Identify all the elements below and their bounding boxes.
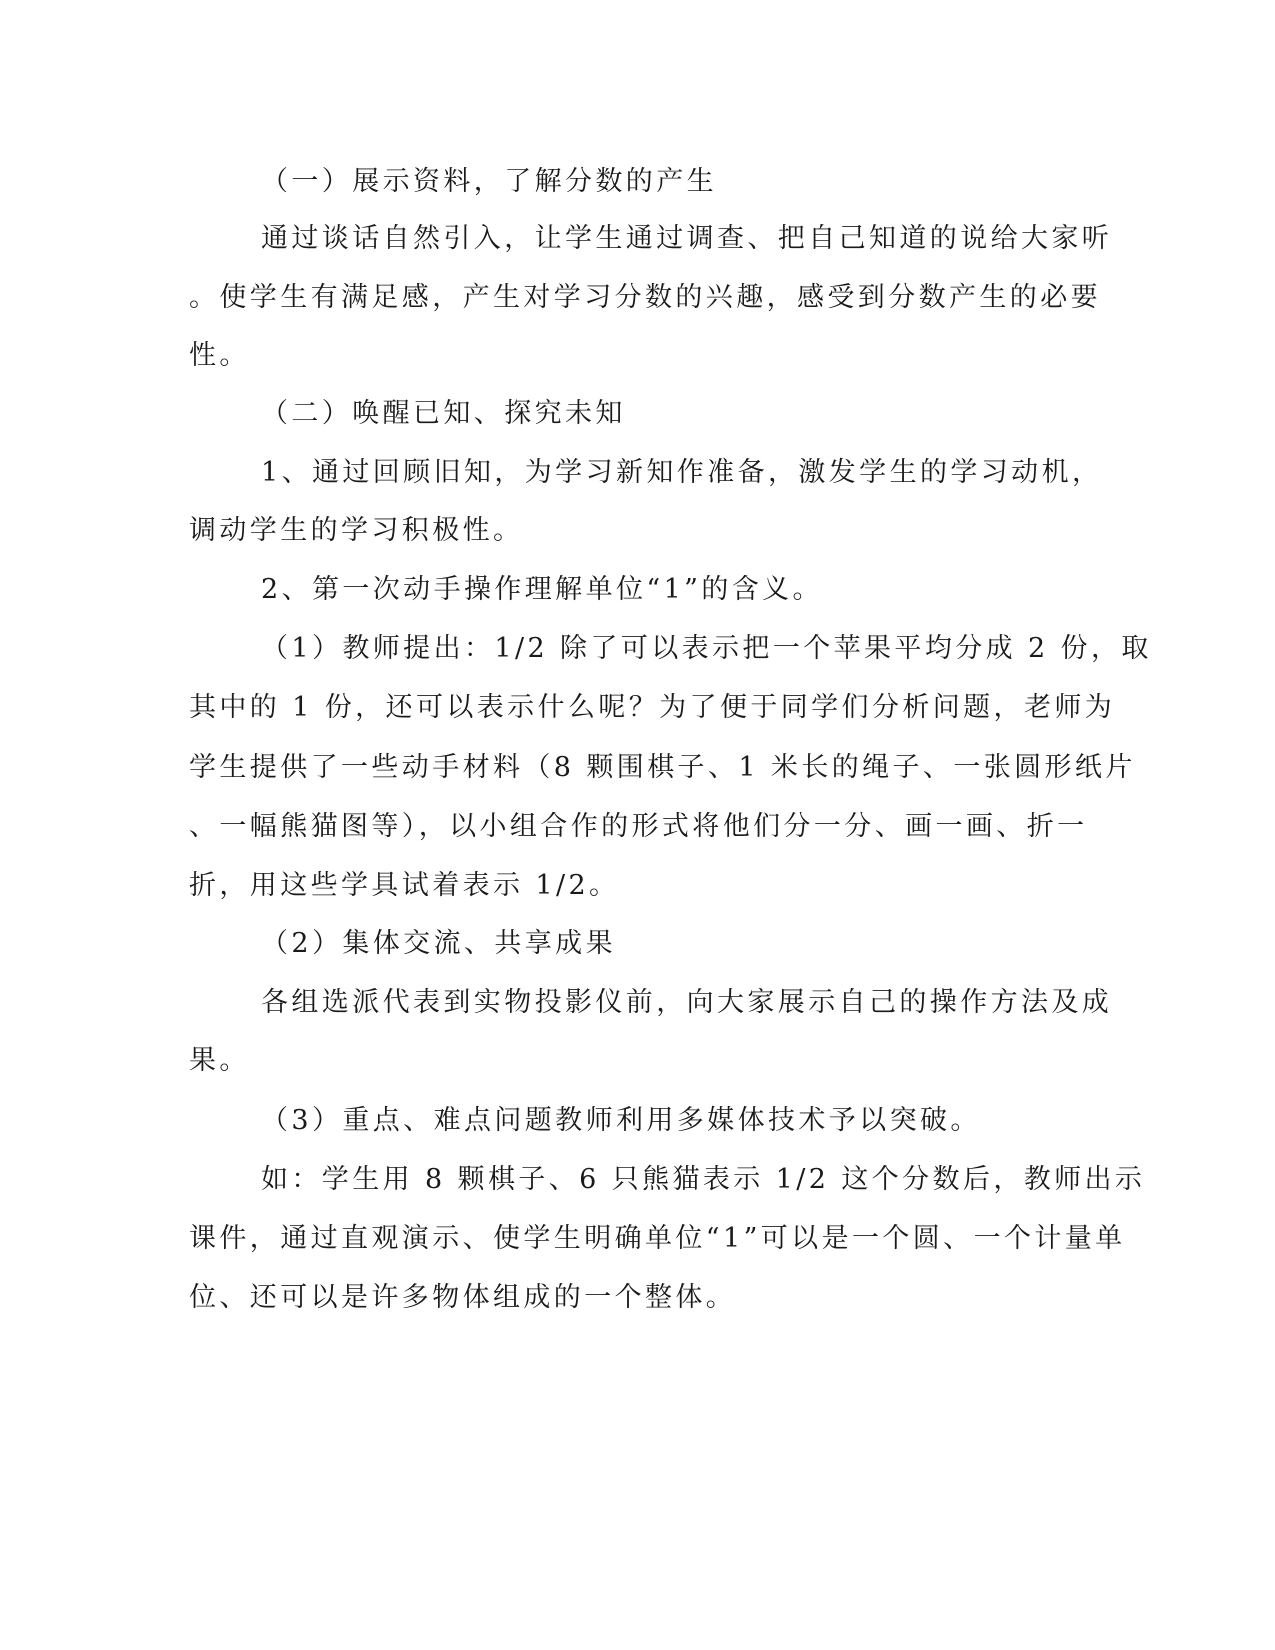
paragraph-line: 折，用这些学具试着表示 1/2。 <box>189 870 620 901</box>
paragraph-line: 1、通过回顾旧知，为学习新知作准备，激发学生的学习动机， <box>261 457 1103 488</box>
paragraph-line: 其中的 1 份，还可以表示什么呢？为了便于同学们分析问题，老师为 <box>189 692 1116 723</box>
paragraph-line: 学生提供了一些动手材料（8 颗围棋子、1 米长的绳子、一张圆形纸片 <box>189 752 1136 783</box>
section-heading-2: （二）唤醒已知、探究未知 <box>261 398 626 429</box>
paragraph-line: 通过谈话自然引入，让学生通过调查、把自己知道的说给大家听 <box>261 223 1113 254</box>
subsection-heading: （3）重点、难点问题教师利用多媒体技术予以突破。 <box>261 1105 981 1136</box>
paragraph-line: 。使学生有满足感，产生对学习分数的兴趣，感受到分数产生的必要 <box>189 282 1101 313</box>
paragraph-line: 果。 <box>189 1045 250 1076</box>
paragraph-line: （1）教师提出：1/2 除了可以表示把一个苹果平均分成 2 份，取 <box>261 633 1152 664</box>
subsection-heading: （2）集体交流、共享成果 <box>261 928 616 959</box>
paragraph-line: 如：学生用 8 颗棋子、6 只熊猫表示 1/2 这个分数后，教师出示 <box>261 1164 1146 1195</box>
paragraph-line: 调动学生的学习积极性。 <box>189 515 524 546</box>
paragraph-line: 课件，通过直观演示、使学生明确单位“1”可以是一个圆、一个计量单 <box>189 1223 1126 1254</box>
paragraph-line: 性。 <box>189 340 250 371</box>
paragraph-line: 位、还可以是许多物体组成的一个整体。 <box>189 1282 737 1313</box>
paragraph-line: 2、第一次动手操作理解单位“1”的含义。 <box>261 574 823 605</box>
paragraph-line: 各组选派代表到实物投影仪前，向大家展示自己的操作方法及成 <box>261 987 1113 1018</box>
section-heading-1: （一）展示资料，了解分数的产生 <box>261 166 717 197</box>
paragraph-line: 、一幅熊猫图等），以小组合作的形式将他们分一分、画一画、折一 <box>189 811 1088 842</box>
